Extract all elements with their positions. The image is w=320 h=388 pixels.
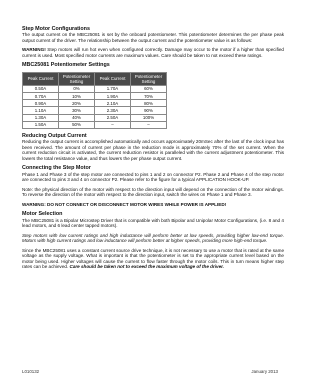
table-cell: 1.70A: [95, 85, 131, 92]
warning-text: Step motors will run hot even when configured correctly. Damage may occur to the motor if a higher than specified current is used. Most specified motor currents are maximum values. Care should be taken to not exceed these ratings.: [22, 47, 284, 58]
potentiometer-settings-table: [22, 72, 167, 129]
document-date: January 2013: [251, 369, 278, 374]
table-header-cell: Peak Current: [95, 72, 131, 85]
reducing-paragraph: Reducing the output current is accomplished automatically and occurs approximately 20mSec after the last of the clock input has been received. The amount of current per phase in the reduction mode is approximately 70% of the set current. When the current reduction circuit is activated, the current reduction resistor is paralleled with the current adjustment potentiometer. This lowers the total resistance value, and thus lowers the per phase output current.: [22, 139, 284, 161]
table-cell: 10%: [59, 93, 95, 100]
table-cell: 2.50A: [95, 114, 131, 121]
table-cell: 20%: [59, 100, 95, 107]
step-motor-heading: Step Motor Configurations: [22, 26, 90, 32]
motor-selection-paragraph-3-text: Since the MBC25081 uses a constant current source drive technique, it is not necessary to use a motor that is rated at the same voltage as the supply voltage. What is important is that the potentiometer is set to the appropriate current level based on the motor being used. Higher voltages will cause the current to flow faster through the motor coils. This in turn means higher step rates can be achieved.: [22, 247, 284, 270]
table-cell: 0.90A: [23, 100, 59, 107]
table-row: [23, 85, 167, 92]
table-cell: 50%: [59, 121, 95, 128]
table-cell: 30%: [59, 107, 95, 114]
table-cell: 0.70A: [23, 93, 59, 100]
warning-label: WARNING!: [22, 47, 46, 53]
table-cell: 70%: [131, 93, 167, 100]
table-row: [23, 107, 167, 114]
table-header-cell: Potentiometer Setting: [59, 72, 95, 85]
table-row: [23, 114, 167, 121]
table-header-cell: Potentiometer Setting: [131, 72, 167, 85]
table-header-row: [23, 72, 167, 85]
table-cell: 100%: [131, 114, 167, 121]
table-cell: 0%: [59, 85, 95, 92]
document-number: L010132: [22, 369, 40, 374]
document-page: [22, 26, 284, 270]
table-title: MBC25081 Potentiometer Settings: [22, 62, 110, 69]
table-cell: 60%: [131, 85, 167, 92]
table-cell: 90%: [131, 107, 167, 114]
motor-selection-paragraph-2: Step motors with low current ratings and high inductance will perform better at low speeds, providing higher low-end torque. Motors with high current ratings and low inductance will perform better at higher speeds, providing more high-end torque.: [22, 232, 284, 244]
table-cell: 1.30A: [23, 114, 59, 121]
step-motor-paragraph: The output current on the MBC25081 is set by the onboard potentiometer. This potentiometer determines the per phase peak output current of the driver. The relationship between the output current and the potentiometer value is as follows:: [22, 32, 284, 43]
table-cell: 1.90A: [95, 93, 131, 100]
motor-selection-heading: Motor Selection: [22, 211, 63, 218]
table-cell: –: [95, 121, 131, 128]
table-cell: 1.50A: [23, 121, 59, 128]
page-footer: [22, 369, 278, 374]
motor-selection-paragraph-1: The MBC25081 is a Bipolar Microstep Driver that is compatible with both Bipolar and Unipolar Motor Configurations, (i.e. 8 and 4 lead motors, and 6 lead center tapped motors).: [22, 217, 284, 229]
table-cell: 40%: [59, 114, 95, 121]
table-cell: 0.50A: [23, 85, 59, 92]
connecting-paragraph-1: Phase 1 and Phase 3 of the step motor are connected to pins 1 and 2 on connector P2. Phase 2 and Phase 4 of the step motor are connected to pins 3 and 4 on connector P2. Please refer to the figure for a typical APPLICATION HOOK-UP.: [22, 171, 284, 183]
connecting-paragraph-2: Note: the physical direction of the motor with respect to the direction input will depend on the connection of the motor windings. To reverse the direction of the motor with respect to the direction input, switch the wires on Phase 1 and Phase 3.: [22, 186, 284, 198]
table-row: [23, 121, 167, 128]
table-cell: 2.30A: [95, 107, 131, 114]
table-header-cell: Peak Current: [23, 72, 59, 85]
table-cell: 2.10A: [95, 100, 131, 107]
reducing-heading: Reducing Output Current: [22, 132, 87, 139]
table-row: [23, 93, 167, 100]
table-cell: –: [131, 121, 167, 128]
motor-selection-paragraph-3: [22, 248, 284, 270]
warning-paragraph: [22, 47, 284, 58]
table-row: [23, 100, 167, 107]
motor-selection-voltage-caution: Care should be taken not to exceed the maximum voltage of the driver.: [68, 264, 224, 270]
table-cell: 80%: [131, 100, 167, 107]
connecting-heading: Connecting the Step Motor: [22, 165, 91, 172]
connecting-warning: WARNING: DO NOT CONNECT OR DISCONNECT MOTOR WIRES WHILE POWER IS APPLIED!: [22, 201, 227, 207]
table-cell: 1.10A: [23, 107, 59, 114]
